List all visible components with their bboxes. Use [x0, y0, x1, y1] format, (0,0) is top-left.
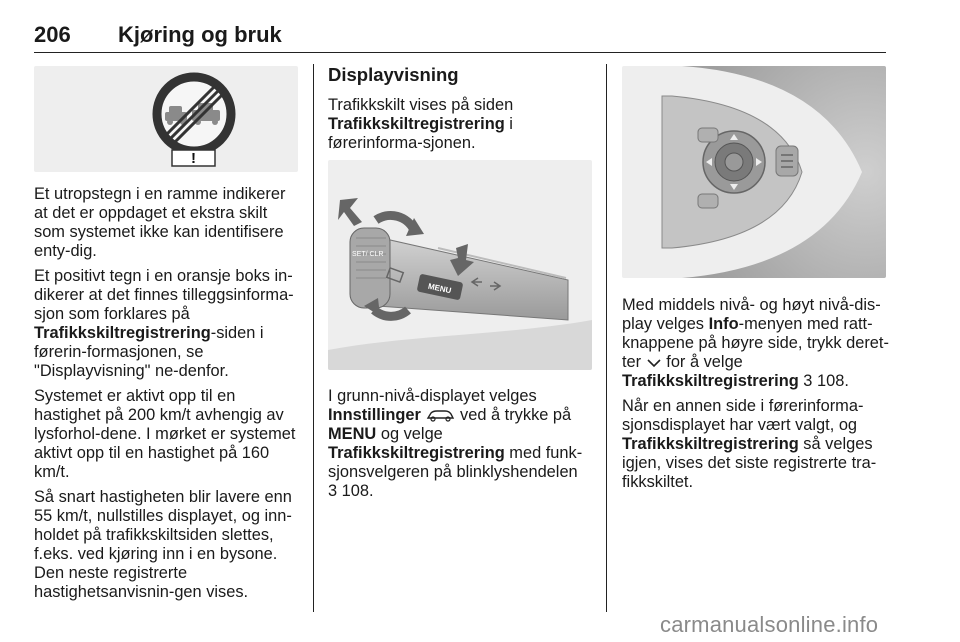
- car-settings-icon: [425, 408, 455, 422]
- menu-button-label: MENU: [427, 281, 453, 296]
- watermark: carmanualsonline.info: [660, 612, 879, 637]
- paragraph: Et positivt tegn i en oransje boks in-dikerer at det finnes tilleggsinforma-sjon som forklares på Trafikkskiltregistrering-siden i førerin-formasjonen, se "Displayvisning" ne-denfor.: [34, 267, 294, 380]
- right-column-text: [622, 296, 890, 498]
- end-of-restriction-sign-figure: [34, 66, 298, 172]
- term: Trafikkskiltregistrering: [622, 435, 799, 453]
- turn-signal-lever-illustration: [328, 160, 592, 370]
- term: Trafikkskiltregistrering: [328, 115, 505, 133]
- term: Trafikkskiltregistrering: [328, 444, 505, 462]
- chevron-down-icon: [646, 357, 662, 369]
- term: Info: [708, 315, 739, 333]
- paragraph: Med middels nivå- og høyt nivå-dis-play velges Info-menyen med ratt-knappene på høyre side, trykk deret-ter for å velge Trafikkskiltregistrering 3 108.: [622, 296, 889, 390]
- paragraph: Systemet er aktivt opp til en hastighet på 200 km/t avhengig av lysforhol-dene. I mørket er systemet aktivt opp til en hastighet på 160 km/t.: [34, 387, 296, 481]
- column-divider-left: [313, 64, 314, 612]
- sign-exclamation-label: !: [191, 150, 196, 167]
- paragraph: I grunn-nivå-displayet velges Innstillinger ved å trykke på MENU og velge Trafikkskiltregistrering med funk-sjonsvelgeren på blinklyshendelen 3 108.: [328, 387, 583, 500]
- term: Trafikkskiltregistrering: [34, 324, 211, 342]
- steering-wheel-controls-illustration: [622, 66, 886, 278]
- middle-intro-text: [328, 96, 596, 159]
- turn-signal-lever-figure: [328, 160, 592, 370]
- paragraph: Så snart hastigheten blir lavere enn 55 km/t, nullstilles displayet, og inn-holdet på trafikkskiltsiden slettes, f.eks. ved kjøring inn i en bysone. Den neste registrerte hastighetsanvisnin-gen vises.: [34, 488, 292, 601]
- term: MENU: [328, 425, 377, 443]
- middle-text: [328, 387, 596, 507]
- page-title: Kjøring og bruk: [118, 22, 282, 47]
- term: Innstillinger: [328, 406, 421, 424]
- set-clr-label: SET/ CLR: [352, 251, 384, 258]
- page-reference: 3 108.: [803, 372, 849, 390]
- left-column-text: [34, 185, 302, 608]
- steering-wheel-figure: [622, 66, 886, 278]
- paragraph: Når en annen side i førerinforma-sjonsdisplayet har vært valgt, og Trafikkskiltregistrering så velges igjen, vises det siste registrerte tra-fikkskiltet.: [622, 397, 877, 491]
- end-of-no-overtaking-sign-icon: [34, 66, 298, 172]
- paragraph: Et utropstegn i en ramme indikerer at det er oppdaget et ekstra skilt som systemet ikke kan identifisere enty-dig.: [34, 185, 286, 260]
- page-reference: 3 108.: [328, 482, 374, 500]
- section-heading: Displayvisning: [328, 64, 459, 85]
- page-number: 206: [34, 22, 71, 47]
- paragraph: Trafikkskilt vises på siden Trafikkskiltregistrering i førerinforma-sjonen.: [328, 96, 514, 152]
- page-header: [34, 22, 886, 53]
- term: Trafikkskiltregistrering: [622, 372, 799, 390]
- column-divider-right: [606, 64, 607, 612]
